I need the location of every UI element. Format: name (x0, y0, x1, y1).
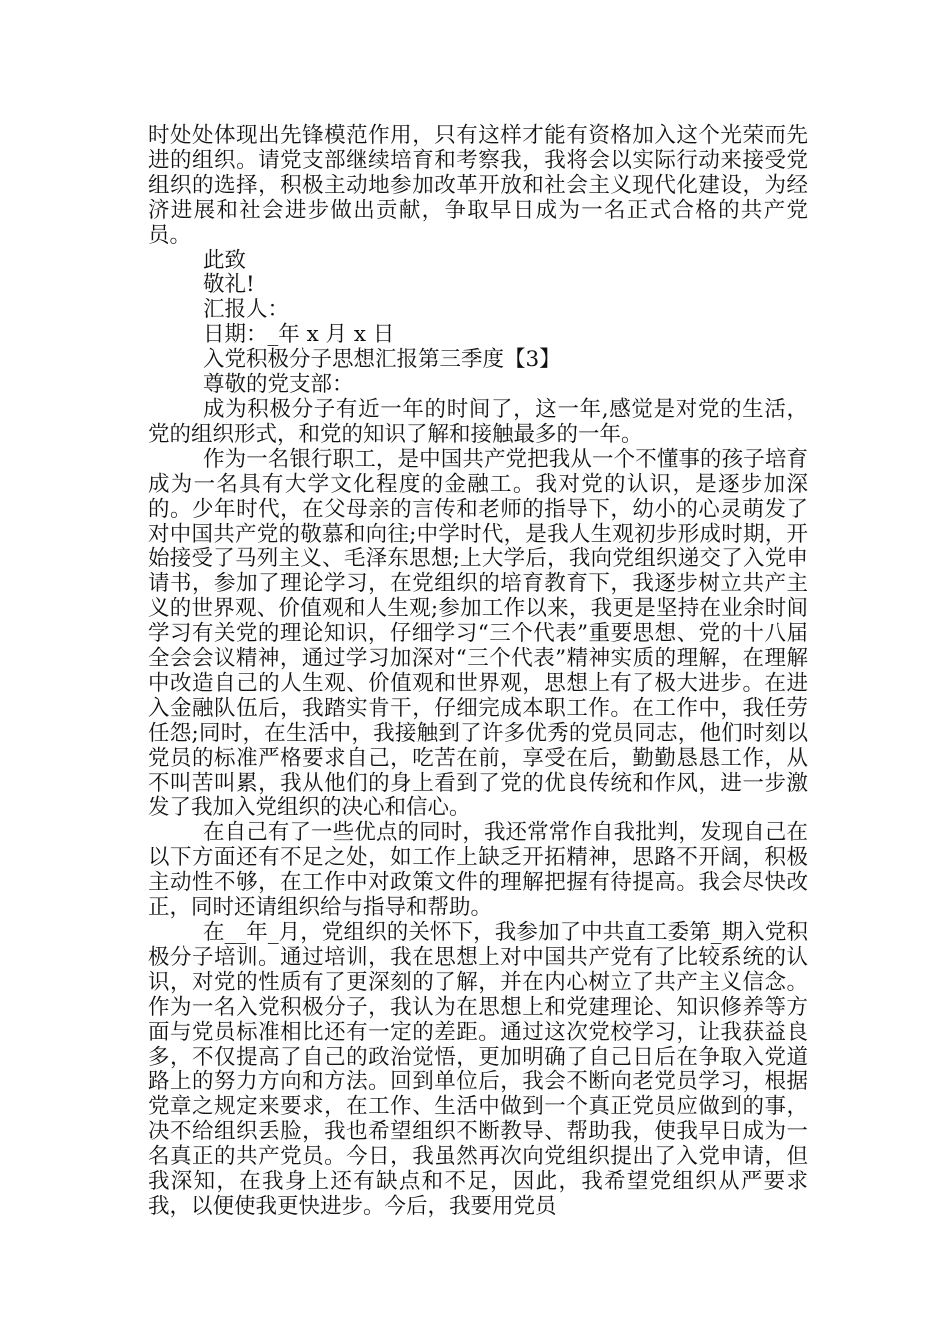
document-page (148, 124, 808, 1220)
reporter-line: 汇报人： (203, 297, 290, 323)
greeting: 尊敬的党支部： (203, 372, 354, 398)
closing-salutation: 此致 (203, 247, 247, 273)
paragraph: 在__年_月，党组织的关怀下，我参加了中共直工委第_期入党积极分子培训。通过培训，我在思想上对中国共产党有了比较系统的认识，对党的性质有了更深刻的了解，并在内心树立了共产主义信念。作为一名入党积极分子，我认为在思想上和党建理论、知识修养等方面与党员标准相比还有一定的差距。通过这次党校学习，让我获益良多，不仅提高了自己的政治觉悟，更加明确了自己日后在争取入党道路上的努力方向和方法。回到单位后，我会不断向老党员学习，根据党章之规定来要求，在工作、生活中做到一个真正党员应做到的事，决不给组织丢脸，我也希望组织不断教导、帮助我，使我早日成为一名真正的共产党员。今日，我虽然再次向党组织提出了入党申请，但我深知，在我身上还有缺点和不足，因此，我希望党组织从严要求我，以便使我更快进步。今后，我要用党员 (148, 920, 808, 1219)
closing-regards: 敬礼! (203, 272, 255, 298)
paragraph: 成为积极分子有近一年的时间了，这一年,感觉是对党的生活，党的组织形式，和党的知识了解和接触最多的一年。 (148, 396, 808, 447)
paragraph-continuation: 时处处体现出先锋模范作用，只有这样才能有资格加入这个光荣而先进的组织。请党支部继续培育和考察我，我将会以实际行动来接受党组织的选择，积极主动地参加改革开放和社会主义现代化建设，为经济进展和社会进步做出贡献，争取早日成为一名正式合格的共产党员。 (148, 123, 808, 248)
paragraph: 作为一名银行职工，是中国共产党把我从一个不懂事的孩子培育成为一名具有大学文化程度的金融工。我对党的认识，是逐步加深的。少年时代，在父母亲的言传和老师的指导下，幼小的心灵萌发了对中国共产党的敬慕和向往;中学时代，是我人生观初步形成时期，开始接受了马列主义、毛泽东思想;上大学后，我向党组织递交了入党申请书，参加了理论学习，在党组织的培育教育下，我逐步树立共产主义的世界观、价值观和人生观;参加工作以来，我更是坚持在业余时间学习有关党的理论知识，仔细学习“三个代表”重要思想、党的十八届全会会议精神，通过学习加深对“三个代表”精神实质的理解，在理解中改造自己的人生观、价值观和世界观，思想上有了极大进步。在进入金融队伍后，我踏实肯干，仔细完成本职工作。在工作中，我任劳任怨;同时，在生活中，我接触到了许多优秀的党员同志，他们时刻以党员的标准严格要求自己，吃苦在前，享受在后，勤勤恳恳工作，从不叫苦叫累，我从他们的身上看到了党的优良传统和作风，进一步激发了我加入党组织的决心和信心。 (148, 446, 808, 821)
paragraph: 在自己有了一些优点的同时，我还常常作自我批判，发现自己在以下方面还有不足之处，如工作上缺乏开拓精神，思路不开阔，积极主动性不够，在工作中对政策文件的理解把握有待提高。我会尽快改正，同时还请组织给与指导和帮助。 (148, 820, 808, 921)
section-title: 入党积极分子思想汇报第三季度【3】 (203, 347, 561, 373)
date-line: 日期：_年 x 月 x 日 (203, 322, 395, 348)
